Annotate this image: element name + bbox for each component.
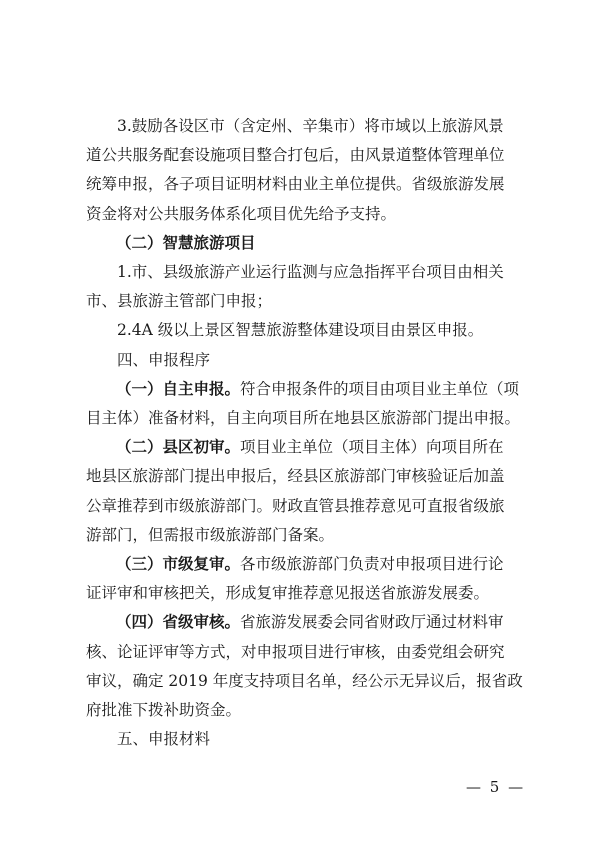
section-heading-smart-tourism: （二）智慧旅游项目 [116,232,256,252]
section-heading-materials: 五、申报材料 [117,730,211,749]
step3-heading: （三）市级复审。 [116,554,241,573]
para3-line3: 统筹申报，各子项目证明材料由业主单位提供。省级旅游发展 [86,175,505,194]
step4-line2: 核、论证评审等方式，对申报项目进行审核，由委党组会研究 [86,642,505,661]
page-number: — 5 — [466,778,526,796]
step2-line4: 游部门，但需报市级旅游部门备案。 [86,525,335,544]
step1-heading: （一）自主申报。 [116,378,241,398]
step1-line1: （一）自主申报。符合申报条件的项目由项目业主单位（项 [116,378,520,398]
step4-line1: （四）省级审核。省旅游发展委会同省财政厅通过材料审 [116,612,504,632]
step2-line1: （二）县区初审。项目业主单位（项目主体）向项目所在 [116,437,504,457]
step4-line4: 府批准下拨补助资金。 [86,701,242,719]
step2-heading: （二）县区初审。 [116,437,241,457]
step3-line2: 证评审和审核把关，形成复审推荐意见报送省旅游发展委。 [86,584,490,603]
step4-heading: （四）省级审核。 [116,612,241,632]
section-heading-procedure: 四、申报程序 [117,350,211,369]
smart-item1-line1: 1.市、县级旅游产业运行监测与应急指挥平台项目由相关 [117,263,504,281]
step4-line3: 审议，确定 2019 年度支持项目名单，经公示无异议后，报省政 [86,671,523,690]
para3-line4: 资金将对公共服务体系化项目优先给予支持。 [86,204,397,223]
step2-line2: 地县区旅游部门提出申报后，经县区旅游部门审核验证后加盖 [86,467,505,486]
para3-line1: 3.鼓励各设区市（含定州、辛集市）将市域以上旅游风景 [117,117,504,135]
step3-line1: （三）市级复审。各市级旅游部门负责对申报项目进行论 [116,554,504,573]
step1-line2: 目主体）准备材料，自主向项目所在地县区旅游部门提出申报。 [86,409,521,427]
para3-line2: 道公共服务配套设施项目整合打包后，由风景道整体管理单位 [86,146,505,165]
smart-item2: 2.4A 级以上景区智慧旅游整体建设项目由景区申报。 [117,321,484,340]
step2-line3: 公章推荐到市级旅游部门。财政直管县推荐意见可直报省级旅 [86,496,505,515]
smart-item1-line2: 市、县旅游主管部门申报； [86,292,273,311]
